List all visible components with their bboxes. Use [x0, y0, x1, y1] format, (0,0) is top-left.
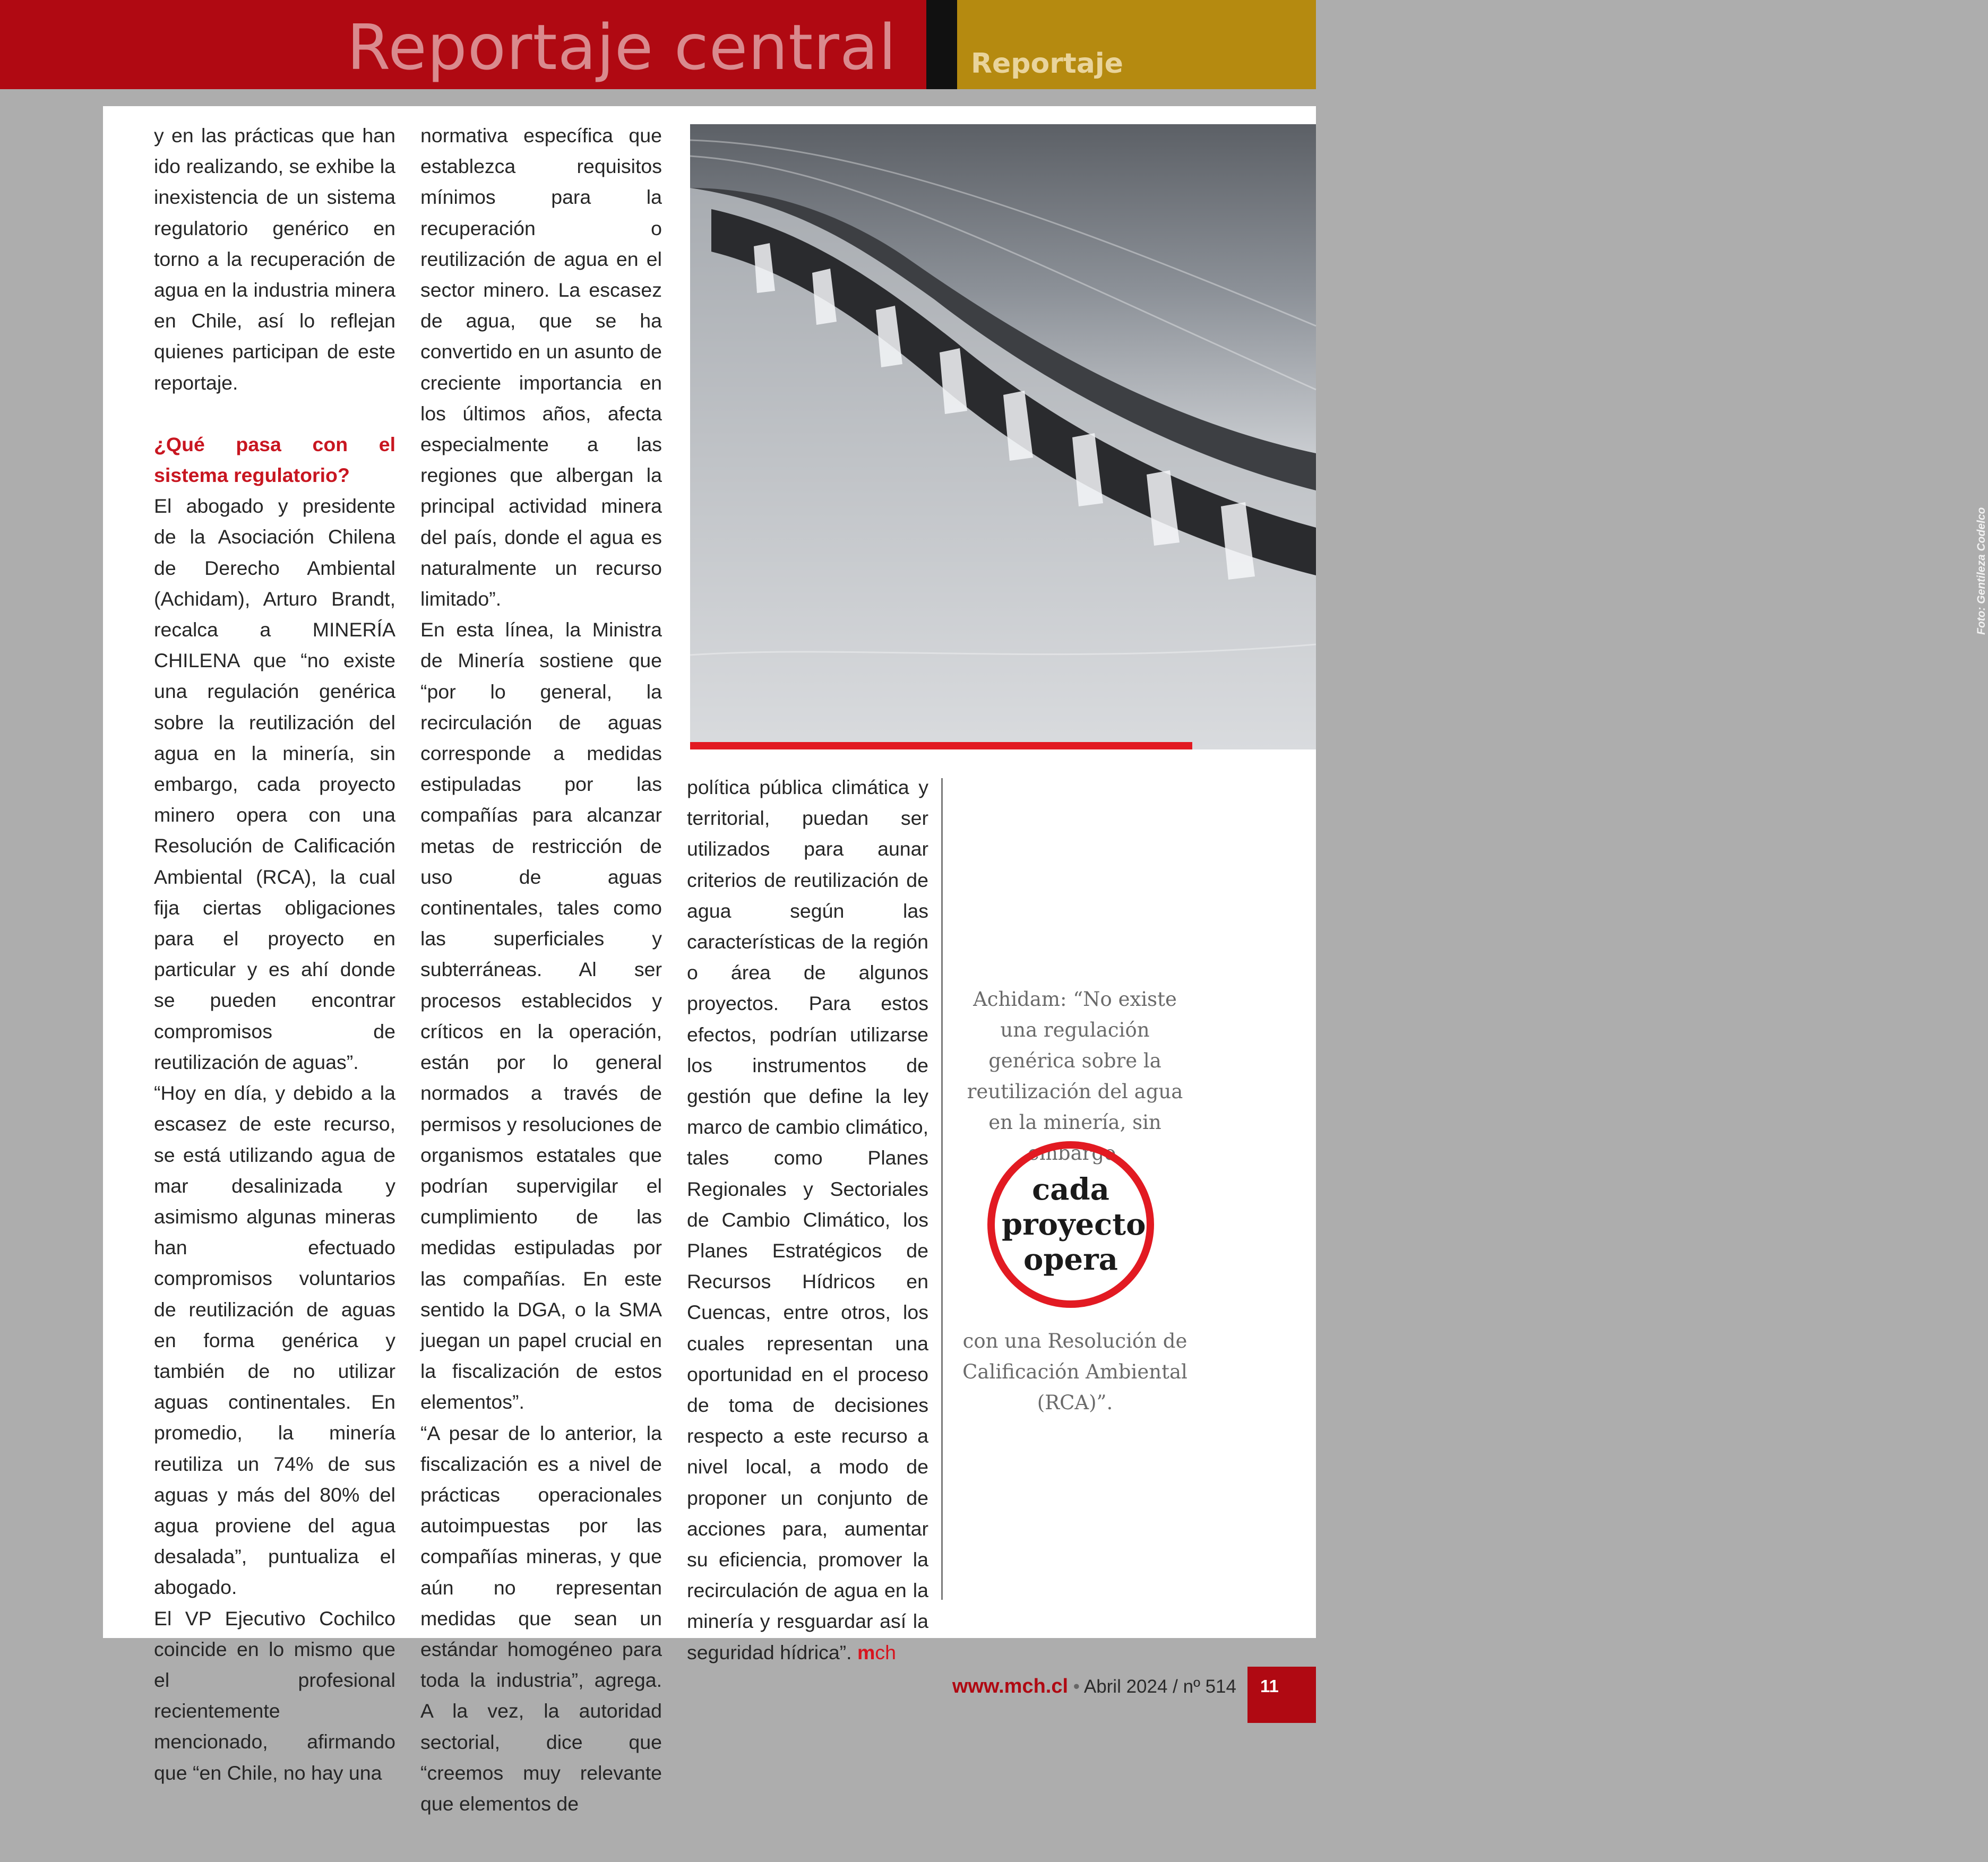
column-divider: [941, 778, 943, 1600]
water-treatment-photo: [690, 124, 1987, 749]
pull-quote-bottom: con una Resolución de Calificación Ambiental (RCA)”.: [962, 1330, 1187, 1414]
pull-quote-badge: [987, 1141, 1154, 1308]
end-mark-m: m: [857, 1641, 875, 1663]
paragraph: El VP Ejecutivo Cochilco coincide en lo mismo que el profesional recientemente mencionado, afirmando que “en Chile, no hay una: [154, 1607, 395, 1784]
section-title: Reportaje central: [347, 11, 897, 84]
paragraph-text: política pública climática y territorial, puedan ser utilizados para aunar criterios de reutilización de agua según las características de la región o área de algunos proyectos. Para estos efectos, podrían utilizarse los instrumentos de gestión que define la ley marco de cambio climático, tales como Planes Regionales y Sectoriales de Cambio Climático, los Planes Estratégicos de Recursos Hídricos en Cuencas, entre otros, los cuales representan una oportunidad en el proceso de toma de decisiones respecto a este recurso a nivel local, a modo de proponer un conjunto de acciones para, aumentar su eficiencia, promover la recirculación de agua en la minería y resguardar así la seguridad hídrica”.: [687, 776, 928, 1663]
paragraph: En esta línea, la Ministra de Minería sostiene que “por lo general, la recirculación de aguas corresponde a medidas estipuladas por las compañías para alcanzar metas de restricción de uso de aguas continentales, tales como las superficiales y subterráneas. Al ser procesos establecidos y críticos en la operación, están por lo general normados a través de permisos y resoluciones de organismos estatales que podrían supervigilar el cumplimiento de las medidas estipuladas por las compañías. En este sentido la DGA, o la SMA juegan un papel crucial en la fiscalización de estos elementos”.: [420, 618, 662, 1413]
photo-accent-rule: [690, 742, 1192, 749]
article-column-3: [687, 772, 928, 1668]
photo-illustration: [690, 124, 1316, 749]
page-number: 11: [1247, 1667, 1316, 1723]
paragraph: y en las prácticas que han ido realizando, se exhibe la inexistencia de un sistema regulatorio genérico en torno a la recuperación de agua en la industria minera en Chile, así lo reflejan quienes participan de este reportaje.: [154, 124, 395, 394]
end-mark-ch: ch: [875, 1641, 896, 1663]
pull-quote-top: Achidam: “No existe una regulación genérica sobre la reutilización del agua en la minería, sin embargo,: [967, 988, 1183, 1165]
section-tag: Reportaje: [971, 48, 1123, 80]
paragraph: [687, 772, 928, 1668]
footer-separator: •: [1073, 1676, 1080, 1697]
paragraph: El abogado y presidente de la Asociación Chilena de Derecho Ambiental (Achidam), Arturo Brandt, recalca a MINERÍA CHILENA que “no existe una regulación genérica sobre la reutilización del agua en la minería, sin embargo, cada proyecto minero opera con una Resolución de Calificación Ambiental (RCA), la cual fija ciertas obligaciones para el proyecto en particular y es ahí donde se pueden encontrar compromisos de reutilización de aguas”.: [154, 495, 395, 1073]
subheading: ¿Qué pasa con el sistema regulatorio?: [154, 433, 395, 487]
pull-quote-highlight: cada proyecto opera: [1002, 1172, 1146, 1277]
footer-issue: Abril 2024 / nº 514: [1083, 1676, 1236, 1697]
footer-url[interactable]: www.mch.cl: [952, 1675, 1069, 1697]
section-tag-bar: [957, 0, 1316, 89]
article-column-1: [154, 120, 395, 1788]
header-separator: [926, 0, 957, 89]
header-bar: [0, 0, 926, 89]
paragraph: “Hoy en día, y debido a la escasez de este recurso, se está utilizando agua de mar desalinizada y asimismo algunas mineras han efectuado compromisos voluntarios de reutilización de aguas en forma genérica y también de no utilizar aguas continentales. En promedio, la minería reutiliza un 74% de sus aguas y más del 80% del agua proviene del agua desalada”, puntualiza el abogado.: [154, 1082, 395, 1599]
paragraph: normativa específica que establezca requisitos mínimos para la recuperación o reutilización de agua en el sector minero. La escasez de agua, que se ha convertido en un asunto de creciente importancia en los últimos años, afecta especialmente a las regiones que albergan la principal actividad minera del país, donde el agua es naturalmente un recurso limitado”.: [420, 124, 662, 610]
page-footer: [952, 1675, 1236, 1698]
paragraph: “A pesar de lo anterior, la fiscalización es a nivel de prácticas operacionales autoimpuestas por las compañías mineras, y que aún no representan medidas que sean un estándar homogéneo para toda la industria”, agrega. A la vez, la autoridad sectorial, dice que “creemos muy relevante que elementos de: [420, 1421, 662, 1815]
article-column-2: [420, 120, 662, 1819]
photo-credit: Foto: Gentileza Codelco: [1975, 507, 1987, 635]
